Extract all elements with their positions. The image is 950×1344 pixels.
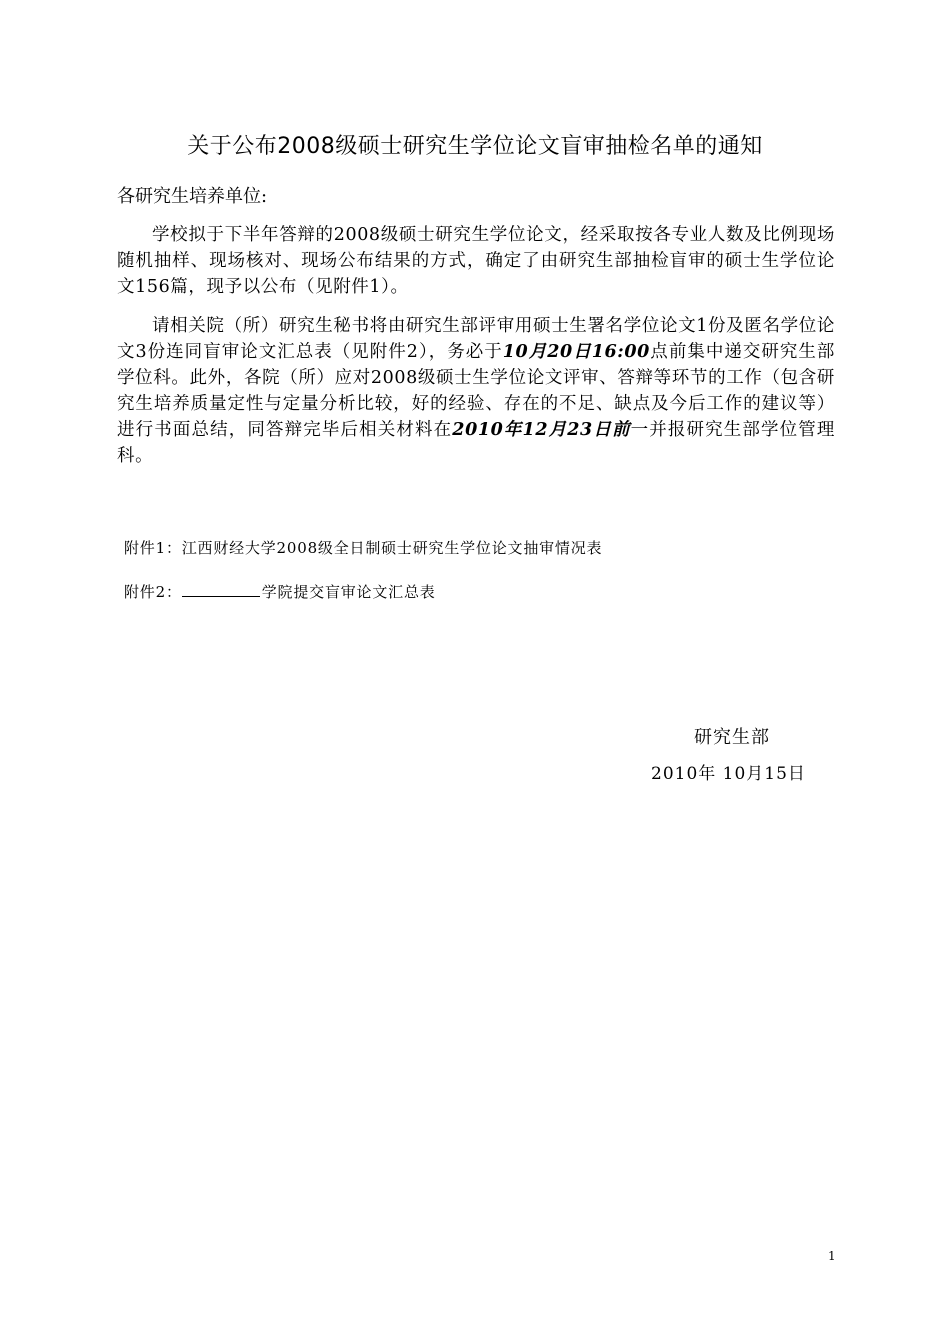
attachment-2-prefix: 附件2： [124, 583, 182, 601]
signature-date: 2010年 10月15日 [651, 764, 806, 784]
paragraph-2 [117, 313, 835, 469]
paragraph-1: 学校拟于下半年答辩的2008级硕士研究生学位论文，经采取按各专业人数及比例现场随机抽样、现场核对、现场公布结果的方式，确定了由研究生部抽检盲审的硕士生学位论文156篇，现予以公布（见附件1）。 [117, 225, 835, 297]
deadline-submission: 10月20日16:00 [502, 342, 650, 362]
paragraph-2-text-a: 请相关院（所）研究生秘书将由研究生部评审用硕士生署名学位论文1份及匿名学位论文3份连同盲审论文汇总表（见附件2），务必于 [117, 316, 835, 362]
salutation: 各研究生培养单位: [117, 186, 268, 207]
paragraph-2-text-b: 点前集中递交研究生部学位科。此外，各院（所）应对2008级硕士生学位论文评审、答辩等环节的工作（包含研究生培养质量定性与定量分析比较，好的经验、存在的不足、缺点及今后工作的建议等）进行书面总结，同答辩完毕后相关材料在 [117, 342, 836, 440]
paragraph-2-text-c: 一并报研究生部学位管理科。 [117, 420, 835, 466]
document-title: 关于公布2008级硕士研究生学位论文盲审抽检名单的通知 [187, 134, 763, 159]
signature-organization: 研究生部 [694, 727, 770, 748]
deadline-report: 2010年12月23日前 [452, 420, 631, 440]
attachment-1: 附件1：江西财经大学2008级全日制硕士研究生学位论文抽审情况表 [124, 539, 603, 557]
page-number: 1 [828, 1249, 836, 1263]
attachment-2-suffix: 学院提交盲审论文汇总表 [261, 583, 436, 601]
fill-in-blank [182, 582, 260, 597]
attachment-2 [124, 580, 436, 604]
